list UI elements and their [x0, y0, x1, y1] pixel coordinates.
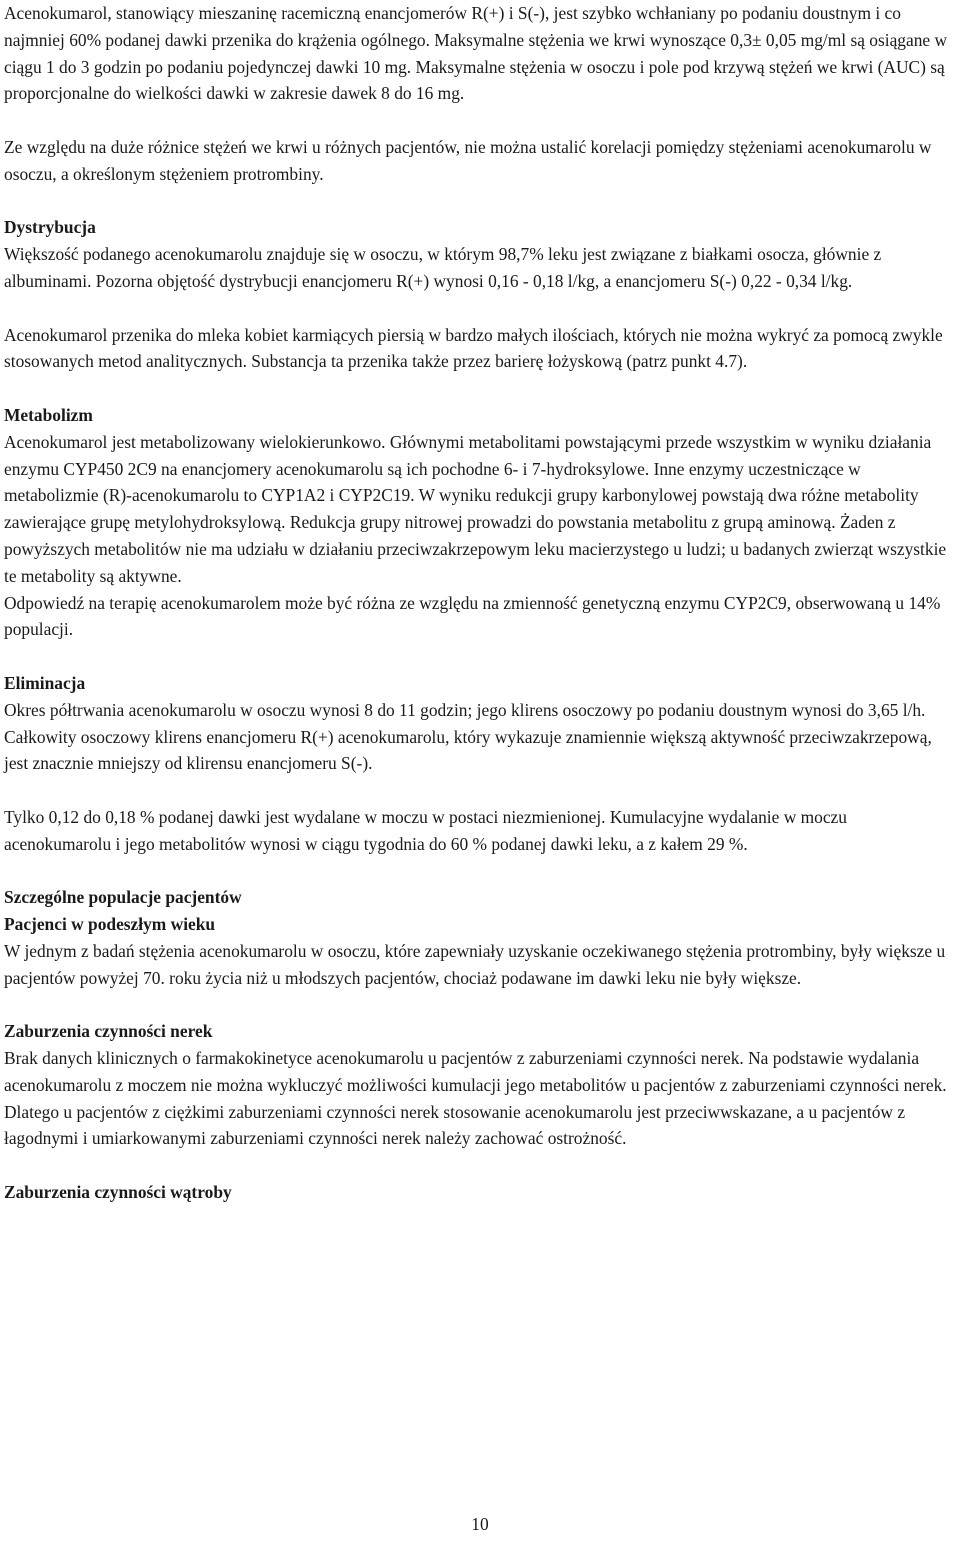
distribution-heading: Dystrybucja — [4, 217, 96, 238]
page-number: 10 — [471, 1514, 489, 1534]
renal-impairment-heading: Zaburzenia czynności nerek — [4, 1021, 213, 1042]
special-populations-heading: Szczególne populacje pacjentów — [4, 887, 242, 908]
metabolism-paragraph-1: Acenokumarol jest metabolizowany wielokierunkowo. Głównymi metabolitami powstającymi przede wszystkim w wyniku działania enzymu CYP450 2C9 na enancjomery acenokumarolu są ich pochodne 6- i 7-hydroksylowe. Inne enzymy uczestniczące w metabolizmie (R)-acenokumarolu to CYP1A2 i CYP2C19. W wyniku redukcji grupy karbonylowej powstają dwa różne metabolity zawierające grupę metylohydroksylową. Redukcja grupy nitrowej prowadzi do powstania metabolitu z grupą aminową. Żaden z powyższych metabolitów nie ma udziału w działaniu przeciwzakrzepowym leku macierzystego u ludzi; u badanych zwierząt wszystkie te metabolity są aktywne. — [4, 431, 947, 586]
document-page — [4, 0, 956, 1206]
metabolism-paragraph-2: Odpowiedź na terapię acenokumarolem może być różna ze względu na zmienność genetyczną enzymu CYP2C9, obserwowaną u 14% populacji. — [4, 592, 941, 640]
elderly-paragraph: W jednym z badań stężenia acenokumarolu w osoczu, które zapewniały uzyskanie oczekiwanego stężenia protrombiny, były większe u pacjentów powyżej 70. roku życia niż u młodszych pacjentów, chociaż podawane im dawki leku nie były większe. — [4, 940, 946, 988]
hepatic-impairment-heading: Zaburzenia czynności wątroby — [4, 1182, 232, 1203]
elimination-heading: Eliminacja — [4, 672, 86, 693]
renal-impairment-paragraph: Brak danych klinicznych o farmakokinetyce acenokumarolu u pacjentów z zaburzeniami czynności nerek. Na podstawie wydalania acenokumarolu z moczem nie można wykluczyć możliwości kumulacji jego metabolitów u pacjentów z zaburzeniami czynności nerek. Dlatego u pacjentów z ciężkimi zaburzeniami czynności nerek stosowanie acenokumarolu jest przeciwwskazane, a u pacjentów z łagodnymi i umiarkowanymi zaburzeniami czynności nerek należy zachować ostrożność. — [4, 1048, 947, 1149]
metabolism-heading: Metabolizm — [4, 404, 93, 425]
distribution-paragraph-1: Większość podanego acenokumarolu znajduje się w osoczu, w którym 98,7% leku jest związane z białkami osocza, głównie z albuminami. Pozorna objętość dystrybucji enancjomeru R(+) wynosi 0,16 - 0,18 l/kg, a enancjomeru S(-) 0,22 - 0,34 l/kg. — [4, 244, 882, 291]
elimination-paragraph-1: Okres półtrwania acenokumarolu w osoczu wynosi 8 do 11 godzin; jego klirens osoczowy po podaniu doustnym wynosi do 3,65 l/h. Całkowity osoczowy klirens enancjomeru R(+) acenokumarolu, który wykazuje znamiennie większą aktywność przeciwzakrzepową, jest znacznie mniejszy od klirensu enancjomeru S(-). — [4, 699, 932, 774]
elderly-heading: Pacjenci w podeszłym wieku — [4, 914, 216, 935]
absorption-paragraph-2: Ze względu na duże różnice stężeń we krwi u różnych pacjentów, nie można ustalić korelacji pomiędzy stężeniami acenokumarolu w osoczu, a określonym stężeniem protrombiny. — [4, 136, 932, 184]
absorption-paragraph-1: Acenokumarol, stanowiący mieszaninę racemiczną enancjomerów R(+) i S(-), jest szybko wchłaniany po podaniu doustnym i co najmniej 60% podanej dawki przenika do krążenia ogólnego. Maksymalne stężenia we krwi wynoszące 0,3± 0,05 mg/ml są osiągane w ciągu 1 do 3 godzin po podaniu pojedynczej dawki 10 mg. Maksymalne stężenia w osoczu i pole pod krzywą stężeń we krwi (AUC) są proporcjonalne do wielkości dawki w zakresie dawek 8 do 16 mg. — [4, 3, 948, 104]
distribution-paragraph-2: Acenokumarol przenika do mleka kobiet karmiących piersią w bardzo małych ilościach, których nie można wykryć za pomocą zwykle stosowanych metod analitycznych. Substancja ta przenika także przez barierę łożyskową (patrz punkt 4.7). — [4, 324, 943, 372]
elimination-paragraph-2: Tylko 0,12 do 0,18 % podanej dawki jest wydalane w moczu w postaci niezmienionej. Kumulacyjne wydalanie w moczu acenokumarolu i jego metabolitów wynosi w ciągu tygodnia do 60 % podanej dawki leku, a z kałem 29 %. — [4, 806, 847, 854]
